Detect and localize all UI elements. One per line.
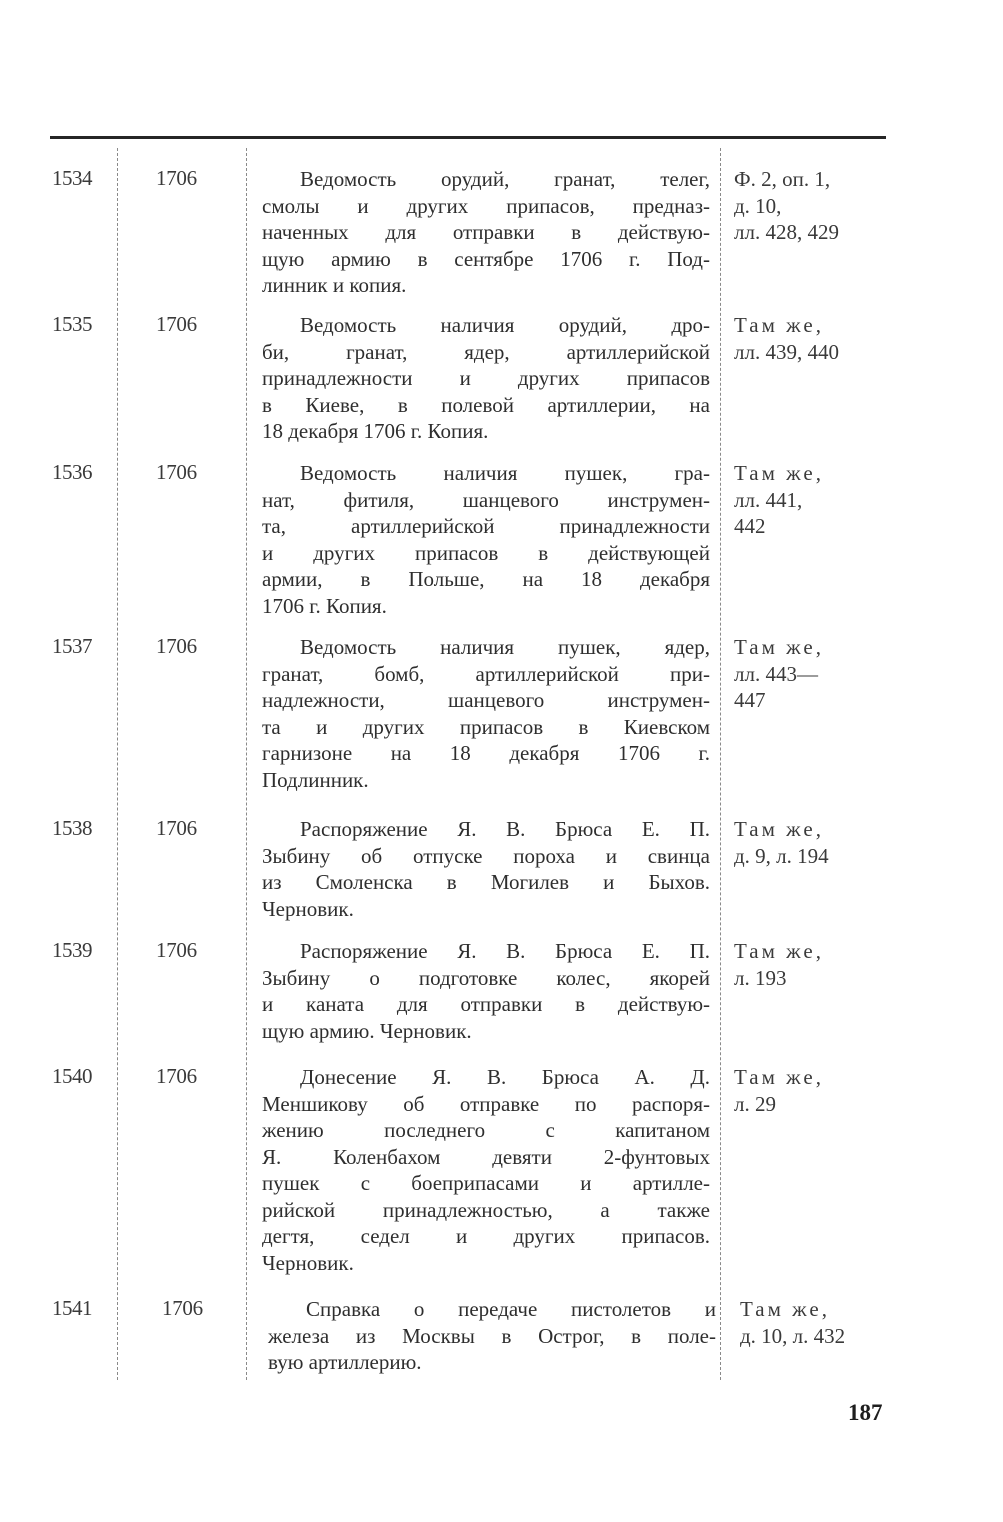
source-line: л. 193 <box>734 965 787 990</box>
entry-number: 1537 <box>52 634 92 658</box>
description-line: наченных для отправки в действую- <box>262 220 710 244</box>
description-line: гранат, бомб, артиллерийской при- <box>262 661 710 686</box>
description-line: железа из Москвы в Острог, в поле- <box>268 1323 716 1348</box>
column-divider-1 <box>117 148 118 1380</box>
description-line: Я. Коленбахом девяти 2-фунтовых <box>262 1144 710 1169</box>
description-line: рийской принадлежностью, а также <box>262 1197 710 1222</box>
description-line: дегтя, седел и других припасов. <box>262 1224 710 1248</box>
description-line: Донесение Я. В. Брюса А. Д. <box>300 1065 710 1089</box>
entry-year: 1706 <box>156 166 197 190</box>
entry-description <box>262 816 710 922</box>
entry-source <box>734 166 894 246</box>
source-line: Там же, <box>740 1297 830 1321</box>
description-line: армии, в Польше, на 18 декабря <box>262 567 710 591</box>
entry-number: 1538 <box>52 816 92 840</box>
source-line: Там же, <box>734 635 824 659</box>
description-line: нат, фитиля, шанцевого инструмен- <box>262 487 710 512</box>
description-line: принадлежности и других припасов <box>262 366 710 390</box>
description-line: пушек с боеприпасами и артилле- <box>262 1171 710 1195</box>
column-divider-2 <box>246 148 247 1380</box>
description-line: Черновик. <box>262 896 354 921</box>
source-line: лл. 439, 440 <box>734 339 839 364</box>
description-line: Меншикову об отправке по распоря- <box>262 1091 710 1116</box>
entry-source <box>734 938 894 991</box>
entry-description <box>262 634 710 793</box>
description-line: линник и копия. <box>262 273 407 297</box>
entry-number: 1535 <box>52 312 92 336</box>
entry-number: 1539 <box>52 938 92 962</box>
description-line: Ведомость орудий, гранат, телег, <box>300 167 710 191</box>
source-line: лл. 441, <box>734 487 803 512</box>
description-line: надлежности, шанцевого инструмен- <box>262 688 710 712</box>
entry-number: 1536 <box>52 460 92 484</box>
description-line: би, гранат, ядер, артиллерийской <box>262 339 710 364</box>
description-line: 1706 г. Копия. <box>262 593 387 618</box>
entry-source <box>734 816 894 869</box>
entry-number: 1541 <box>52 1296 92 1320</box>
entry-source <box>734 312 894 365</box>
source-line: Там же, <box>734 817 824 841</box>
entry-year: 1706 <box>156 634 197 658</box>
entry-description <box>262 1064 710 1276</box>
entry-description <box>262 166 710 299</box>
entry-year: 1706 <box>156 938 197 962</box>
description-line: Ведомость наличия орудий, дро- <box>300 313 710 337</box>
source-line: лл. 443— <box>734 661 818 686</box>
description-line: Распоряжение Я. В. Брюса Е. П. <box>300 939 710 963</box>
description-line: 18 декабря 1706 г. Копия. <box>262 419 489 443</box>
entry-source <box>740 1296 900 1349</box>
source-line: д. 9, л. 194 <box>734 843 829 868</box>
source-line: Ф. 2, оп. 1, <box>734 167 831 191</box>
entry-year: 1706 <box>156 816 197 840</box>
source-line: Там же, <box>734 313 824 337</box>
column-divider-3 <box>720 148 721 1380</box>
description-line: жению последнего с капитаном <box>262 1118 710 1142</box>
source-line: д. 10, <box>734 193 782 218</box>
source-line: Там же, <box>734 1065 824 1089</box>
top-rule <box>50 136 886 139</box>
entry-description <box>262 312 710 445</box>
description-line: та и других припасов в Киевском <box>262 714 710 739</box>
entry-year: 1706 <box>156 312 197 336</box>
entry-year: 1706 <box>156 1064 197 1088</box>
description-line: Зыбину о подготовке колес, якорей <box>262 965 710 990</box>
description-line: Подлинник. <box>262 767 369 792</box>
entry-year: 1706 <box>162 1296 203 1320</box>
source-line: Там же, <box>734 939 824 963</box>
page-number: 187 <box>848 1400 883 1425</box>
description-line: и других припасов в действующей <box>262 540 710 565</box>
entry-number: 1540 <box>52 1064 92 1088</box>
entry-number: 1534 <box>52 166 92 190</box>
description-line: Ведомость наличия пушек, гра- <box>300 461 710 485</box>
description-line: смолы и других припасов, предназ- <box>262 193 710 218</box>
description-line: та, артиллерийской принадлежности <box>262 514 710 538</box>
source-line: д. 10, л. 432 <box>740 1323 846 1348</box>
source-line: Там же, <box>734 461 824 485</box>
description-line: щую армию. Черновик. <box>262 1018 472 1043</box>
entry-source <box>734 1064 894 1117</box>
description-line: Ведомость наличия пушек, ядер, <box>300 635 710 659</box>
description-line: гарнизоне на 18 декабря 1706 г. <box>262 741 710 765</box>
source-line: 442 <box>734 514 766 538</box>
entry-source <box>734 460 894 540</box>
entry-description <box>262 938 710 1044</box>
description-line: Зыбину об отпуске пороха и свинца <box>262 843 710 868</box>
source-line: 447 <box>734 688 766 712</box>
description-line: и каната для отправки в действую- <box>262 992 710 1016</box>
source-line: л. 29 <box>734 1091 776 1116</box>
description-line: Черновик. <box>262 1250 354 1275</box>
source-line: лл. 428, 429 <box>734 220 839 244</box>
description-line: вую артиллерию. <box>268 1350 422 1374</box>
description-line: из Смоленска в Могилев и Быхов. <box>262 870 710 894</box>
entry-source <box>734 634 894 714</box>
entry-description <box>268 1296 716 1376</box>
entry-year: 1706 <box>156 460 197 484</box>
description-line: щую армию в сентябре 1706 г. Под- <box>262 246 710 271</box>
description-line: Справка о передаче пистолетов и <box>306 1297 716 1321</box>
description-line: в Киеве, в полевой артиллерии, на <box>262 392 710 417</box>
description-line: Распоряжение Я. В. Брюса Е. П. <box>300 817 710 841</box>
entry-description <box>262 460 710 619</box>
